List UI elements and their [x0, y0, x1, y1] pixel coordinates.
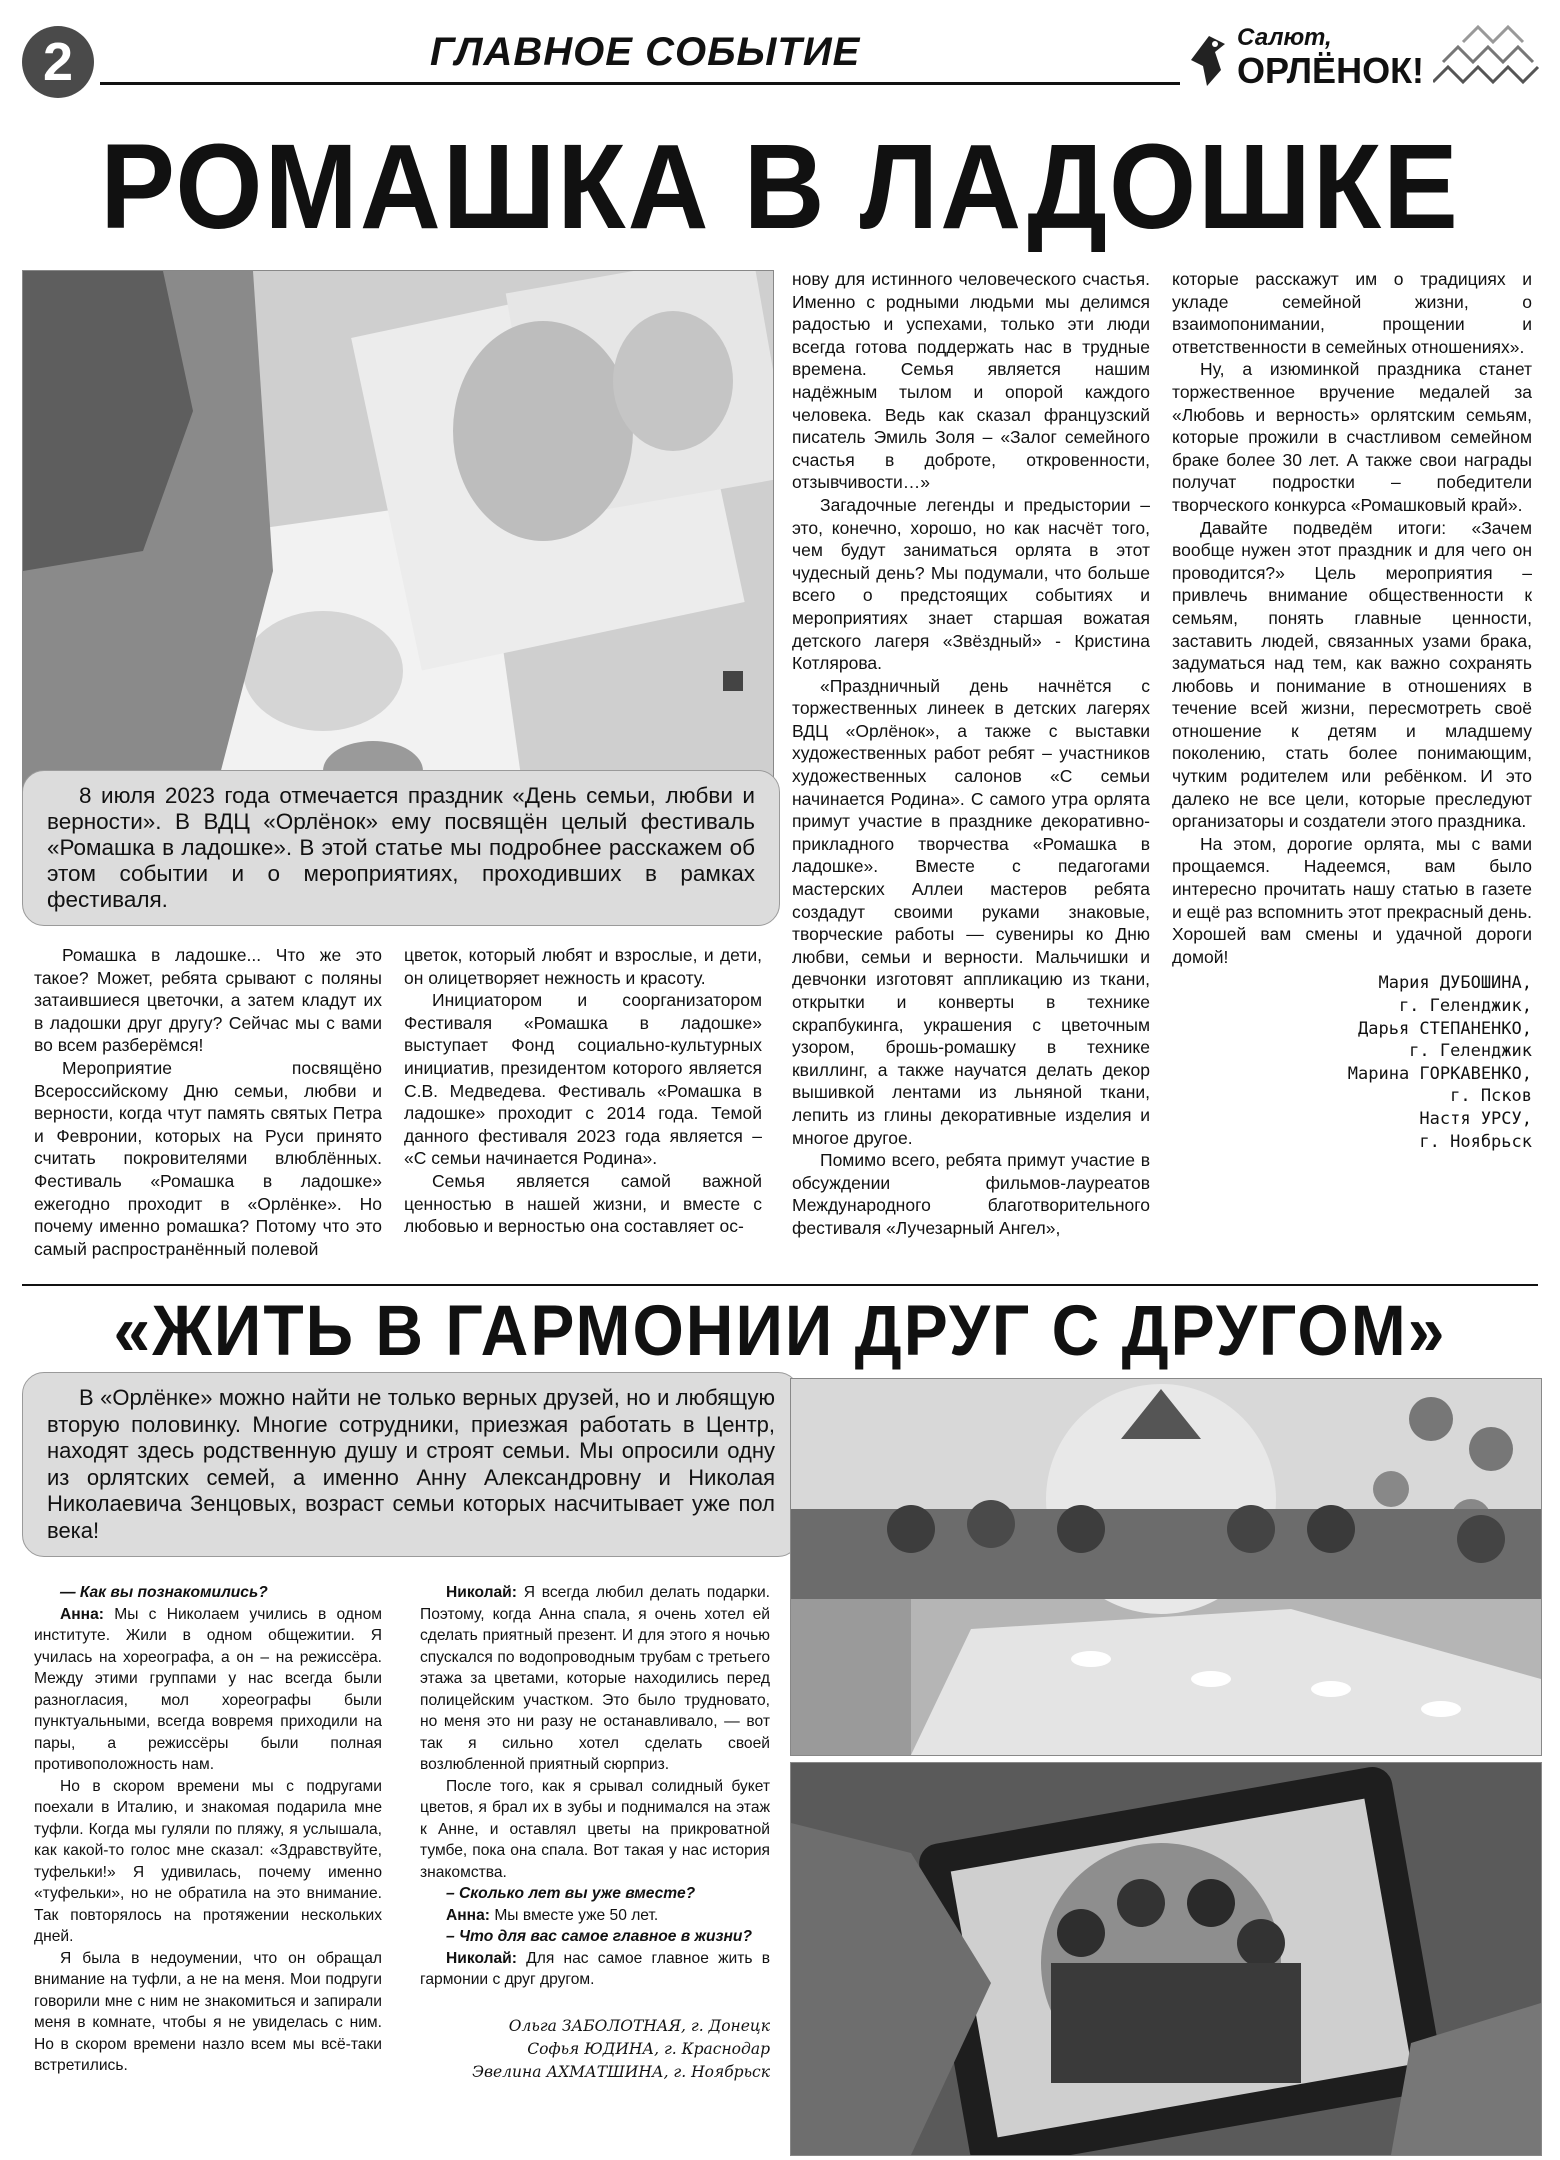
article1-lead-text: 8 июля 2023 года отмечается праздник «День семьи, любви и верности». В ВДЦ «Орлёнок» ему посвящён целый фестиваль «Ромашка в ладошке». В этой статье мы подробнее расскажем об этом событии и о мероприятиях, проходивших в рамках фестиваля.	[47, 783, 755, 912]
section-divider	[22, 1284, 1538, 1286]
article2-lead-text: В «Орлёнке» можно найти не только верных друзей, но и любящую вторую половинку. Многие сотрудники, приезжая работать в Центр, находят здесь родственную душу и строят семьи. Мы опросили одну из орлятских семей, а именно Анну Александровну и Николая Николаевича Зенцовых, возраст семьи которых насчитывает уже пол века!	[47, 1385, 775, 1543]
author-line: г. Ноябрьск	[1419, 1131, 1532, 1152]
article1-lead	[22, 770, 780, 926]
paragraph	[34, 1604, 382, 1776]
question: – Что для вас самое главное в жизни?	[446, 1928, 752, 1945]
paragraph	[420, 1905, 770, 1927]
answer-text: Я всегда любил делать подарки. Поэтому, когда Анна спала, я очень хотел ей сделать приятный презент. И для этого я ночью спускался по водопроводным трубам с третьего этажа за цветами, которые находились перед полицейским участком. Это было трудновато, но меня это ни разу не останавливало, — вот так я сильно хотел сделать своей возлюбленной приятный сюрприз.	[420, 1584, 770, 1773]
author-line: Марина ГОРКАВЕНКО,	[1347, 1063, 1532, 1084]
page-number: 2	[22, 26, 94, 98]
header-rule	[100, 82, 1180, 85]
author-line: г. Псков	[1450, 1086, 1532, 1107]
group-table-photo-icon	[791, 1379, 1541, 1755]
author-line: Ольга ЗАБОЛОТНАЯ, г. Донецк	[508, 2016, 770, 2035]
logo-small-text: Салют,	[1237, 24, 1332, 51]
article2-photo-tablet	[790, 1762, 1542, 2156]
paragraph: цветок, который любят и взрослые, и дети, он олицетворяет нежность и красоту.	[404, 945, 762, 988]
paragraph: Я была в недоумении, что он обращал внимание на туфли, а не на меня. Мои подруги говорили мне с ним не знакомиться и запирали меня в комнате, чтобы я не увиделась с ним. Но в скором времени назло всем мы всё-таки встретились.	[34, 1949, 382, 2074]
paragraph: Но в скором времени мы с подругами поехали в Италию, и знакомая подарила мне туфли. Когда мы гуляли по пляжу, я услышала, как какой-то голос мне сказал: «Здравствуйте, туфельки!» Я удивилась, почему именно «туфельки», но не обратила на это внимание. Так повторялось на протяжении нескольких дней.	[34, 1777, 382, 1945]
logo	[1185, 22, 1545, 102]
paragraph: На этом, дорогие орлята, мы с вами прощаемся. Надеемся, вам было интересно прочитать нашу статью в газете и ещё раз вспомнить этот прекрасный день. Хорошей вам смены и удачной дороги домой!	[1172, 833, 1532, 967]
paragraph: После того, как я срывал солидный букет цветов, я брал их в зубы и поднимался на этаж к Анне, и оставлял цветы на прикроватной тумбе, пока она спала. Вот такая у нас история знакомства.	[420, 1777, 770, 1881]
article1-col3	[792, 268, 1150, 1270]
paragraph: «Праздничный день начнётся с торжественных линеек в детских лагерях ВДЦ «Орлёнок», а также с выставки художественных работ ребят – участников художественных салонов «С семьи начинается Родина». С самого утра орлята примут участие в празднике декоративно-прикладного творчества «Ромашка в ладошке». Вместе с педагогами мастерских Аллеи мастеров ребята создадут своими руками знаковые, творческие работы — сувениры ко Дню любви, семьи и верности. Мальчишки и девчонки изготовят аппликацию из ткани, открытки и конверты в технике скрапбукинга, украшения с цветочным узором, брошь-ромашку в технике квиллинг, а также научатся делать декор вышивкой лентами из льняной ткани, лепить из глины декоративные изделия и многое другое.	[792, 675, 1150, 1148]
article1-col1	[34, 944, 382, 1270]
article2-lead	[22, 1372, 800, 1557]
paragraph: Ну, а изюминкой праздника станет торжественное вручение медалей за «Любовь и верность» орлятским семьям, которые прожили в счастливом семейном браке более 30 лет. А также свои награды получат подростки – победители творческого конкурса «Ромашковый край».	[1172, 359, 1532, 515]
speaker-nikolay: Николай:	[446, 1949, 517, 1967]
author-line: Эвелина АХМАТШИНА, г. Ноябрьск	[472, 2062, 770, 2081]
paragraph: Семья является самой важной ценностью в нашей жизни, и вместе с любовью и верностью она составляет ос-	[404, 1170, 762, 1237]
answer-text: Для нас самое главное жить в гармонии с друг другом.	[420, 1949, 770, 1988]
eagle-logo-icon	[1185, 30, 1231, 90]
question: — Как вы познакомились?	[60, 1584, 268, 1601]
article2-photo-group	[790, 1378, 1542, 1756]
author-line: г. Геленджик	[1409, 1041, 1532, 1062]
article1-col4	[1172, 268, 1532, 1274]
article2-headline: «ЖИТЬ В ГАРМОНИИ ДРУГ С ДРУГОМ»	[113, 1290, 1447, 1370]
author-line: Дарья СТЕПАНЕНКО,	[1358, 1018, 1532, 1039]
question: – Сколько лет вы уже вместе?	[446, 1885, 696, 1902]
paragraph	[420, 1948, 770, 1991]
paragraph: Давайте подведём итоги: «Зачем вообще нужен этот праздник и для чего он проводится?» Цель мероприятия – привлечь внимание общественности к семьям, понять главные ценности, заставить людей, связанных узами брака, задуматься над тем, как важно сохранять любовь и понимание в отношениях в течение всей жизни, пересмотреть своё отношение к детям и младшему поколению, стать более понимающим, чутким родителем или ребёнком. И это далеко не все цели, которые преследуют организаторы и создатели этого праздника.	[1172, 517, 1532, 832]
author-line: Софья ЮДИНА, г. Краснодар	[527, 2039, 770, 2058]
tablet-family-photo-icon	[791, 1763, 1541, 2155]
article1-photo	[22, 270, 774, 802]
paragraph: Загадочные легенды и предыстории – это, конечно, хорошо, но как насчёт того, чем будут заниматься орлята в этот чудесный день? Мы подумали, что больше всего о предстоящих событиях и мероприятиях знает старшая вожатая детского лагеря «Звёздный» - Кристина Котлярова.	[792, 494, 1150, 674]
speaker-nikolay: Николай:	[446, 1584, 517, 1601]
speaker-anna: Анна:	[60, 1605, 104, 1623]
paragraph: Инициатором и соорганизатором Фестиваля «Ромашка в ладошке» выступает Фонд социально-культурных инициатив, президентом которого является С.В. Медведева. Фестиваль «Ромашка в ладошке» проходит с 2014 года. Темой данного фестиваля 2023 года является – «С семьи начинается Родина».	[404, 990, 762, 1169]
zigzag-ornament-icon	[1433, 22, 1543, 92]
author-line: Настя УРСУ,	[1419, 1108, 1532, 1129]
speaker-anna: Анна:	[446, 1906, 490, 1924]
paragraph: Помимо всего, ребята примут участие в обсуждении фильмов-лауреатов Международного благотворительного фестиваля «Лучезарный Ангел»,	[792, 1150, 1150, 1238]
article2-col2	[420, 1582, 770, 2152]
article1-col2	[404, 944, 762, 1270]
paragraph: Ромашка в ладошке... Что же это такое? Может, ребята срывают с поляны затаившиеся цветочки, а затем кладут их в ладошки друг другу? Сейчас мы с вами во всем разберёмся!	[34, 945, 382, 1056]
article2-col1	[34, 1582, 382, 2152]
answer-text: Мы вместе уже 50 лет.	[494, 1906, 659, 1924]
author-line: г. Геленджик,	[1398, 996, 1532, 1016]
paragraph: нову для истинного человеческого счастья. Именно с родными людьми мы делимся радостью и успехами, только эти люди всегда готова поддержать нас в трудные времена. Семья является нашим надёжным тылом и опорой каждого человека. Ведь как сказал французский писатель Эмиль Золя – «Залог семейного счастья в доброте, откровенности, отзывчивости…»	[792, 269, 1150, 493]
paragraph: которые расскажут им о традициях и укладе семейной жизни, о взаимопонимании, прощении и ответственности в семейных отношениях».	[1172, 269, 1532, 357]
logo-big-text: ОРЛЁНОК!	[1237, 50, 1425, 91]
paragraph	[420, 1582, 770, 1776]
rubric-title: ГЛАВНОЕ СОБЫТИЕ	[430, 30, 861, 74]
answer-text: Мы с Николаем учились в одном институте. Жили в одном общежитии. Я училась на хореографа, а он – на режиссёра. Между этими группами у нас всегда были разногласия, мол хореографы были пунктуальными, всегда вовремя приходили на пары, а режиссёры были полная противоположность нам.	[34, 1605, 382, 1773]
paragraph: Мероприятие посвящёно Всероссийскому Дню семьи, любви и верности, когда чтут память святых Петра и Февронии, которых на Руси принято считать покровителями влюблённых. Фестиваль «Ромашка в ладошке» ежегодно проходит в «Орлёнке». Но почему именно ромашка? Потому что это самый распространённый полевой	[34, 1057, 382, 1259]
author-line: Мария ДУБОШИНА,	[1378, 973, 1532, 994]
child-drawing-photo-icon	[23, 271, 773, 801]
article1-headline: РОМАШКА В ЛАДОШКЕ	[100, 119, 1460, 254]
